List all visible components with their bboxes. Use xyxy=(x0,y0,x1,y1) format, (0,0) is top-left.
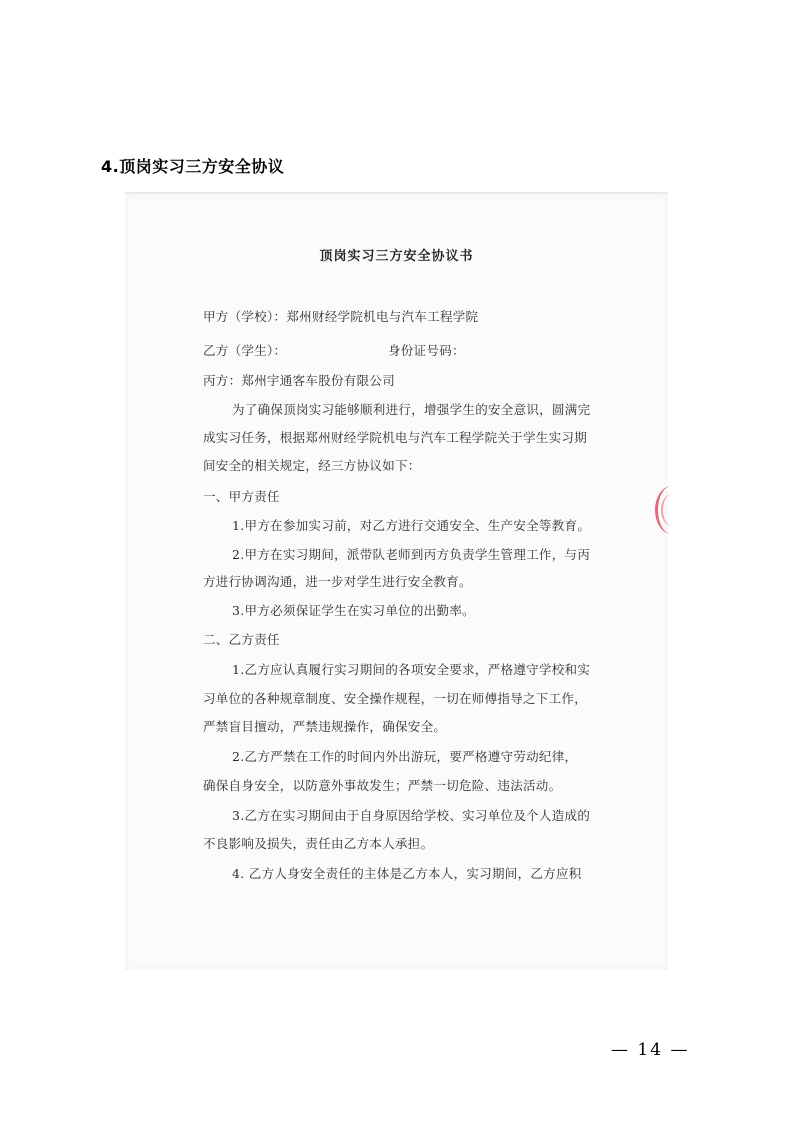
section-heading: 4.顶岗实习三方安全协议 xyxy=(101,157,285,176)
agreement-title: 顶岗实习三方安全协议书 xyxy=(319,249,474,264)
section-two-line: 2.乙方严禁在工作的时间内外出游玩，要严格遵守劳动纪律， xyxy=(232,749,578,764)
red-seal-stamp-inner-ring xyxy=(661,494,683,526)
scan-top-edge xyxy=(125,192,668,195)
intro-line: 成实习任务，根据郑州财经学院机电与汽车工程学院关于学生实习期 xyxy=(203,430,588,445)
section-one-line: 1.甲方在参加实习前，对乙方进行交通安全、生产安全等教育。 xyxy=(232,518,591,533)
intro-line: 为了确保顶岗实习能够顺利进行，增强学生的安全意识，圆满完 xyxy=(232,402,591,417)
section-two-line: 习单位的各种规章制度、安全操作规程，一切在师傅指导之下工作， xyxy=(203,691,588,706)
party-b-line: 乙方（学生）： xyxy=(203,343,287,358)
section-one-line: 方进行协调沟通，进一步对学生进行安全教育。 xyxy=(203,574,472,589)
section-two-line: 确保自身安全，以防意外事故发生；严禁一切危险、违法活动。 xyxy=(203,778,562,793)
section-two-line: 1.乙方应认真履行实习期间的各项安全要求，严格遵守学校和实 xyxy=(232,662,591,677)
party-a-line: 甲方（学校）：郑州财经学院机电与汽车工程学院 xyxy=(203,309,479,324)
id-number-label: 身份证号码： xyxy=(388,343,465,358)
section-one-heading: 一、甲方责任 xyxy=(203,489,280,504)
section-two-line: 严禁盲目擅动，严禁违规操作，确保安全。 xyxy=(203,719,447,734)
party-c-line: 丙方：郑州宇通客车股份有限公司 xyxy=(203,373,396,388)
page-number: — 14 — xyxy=(611,1040,690,1060)
section-two-line: 3.乙方在实习期间由于自身原因给学校、实习单位及个人造成的 xyxy=(232,808,591,823)
section-one-line: 3.甲方必须保证学生在实习单位的出勤率。 xyxy=(232,603,475,618)
section-two-line: 不良影响及损失，责任由乙方本人承担。 xyxy=(203,836,434,851)
intro-line: 间安全的相关规定，经三方协议如下： xyxy=(203,458,421,473)
section-two-line: 4. 乙方人身安全责任的主体是乙方本人，实习期间，乙方应积 xyxy=(232,866,582,881)
section-one-line: 2.甲方在实习期间，派带队老师到丙方负责学生管理工作，与丙 xyxy=(232,547,591,562)
section-two-heading: 二、乙方责任 xyxy=(203,632,280,647)
